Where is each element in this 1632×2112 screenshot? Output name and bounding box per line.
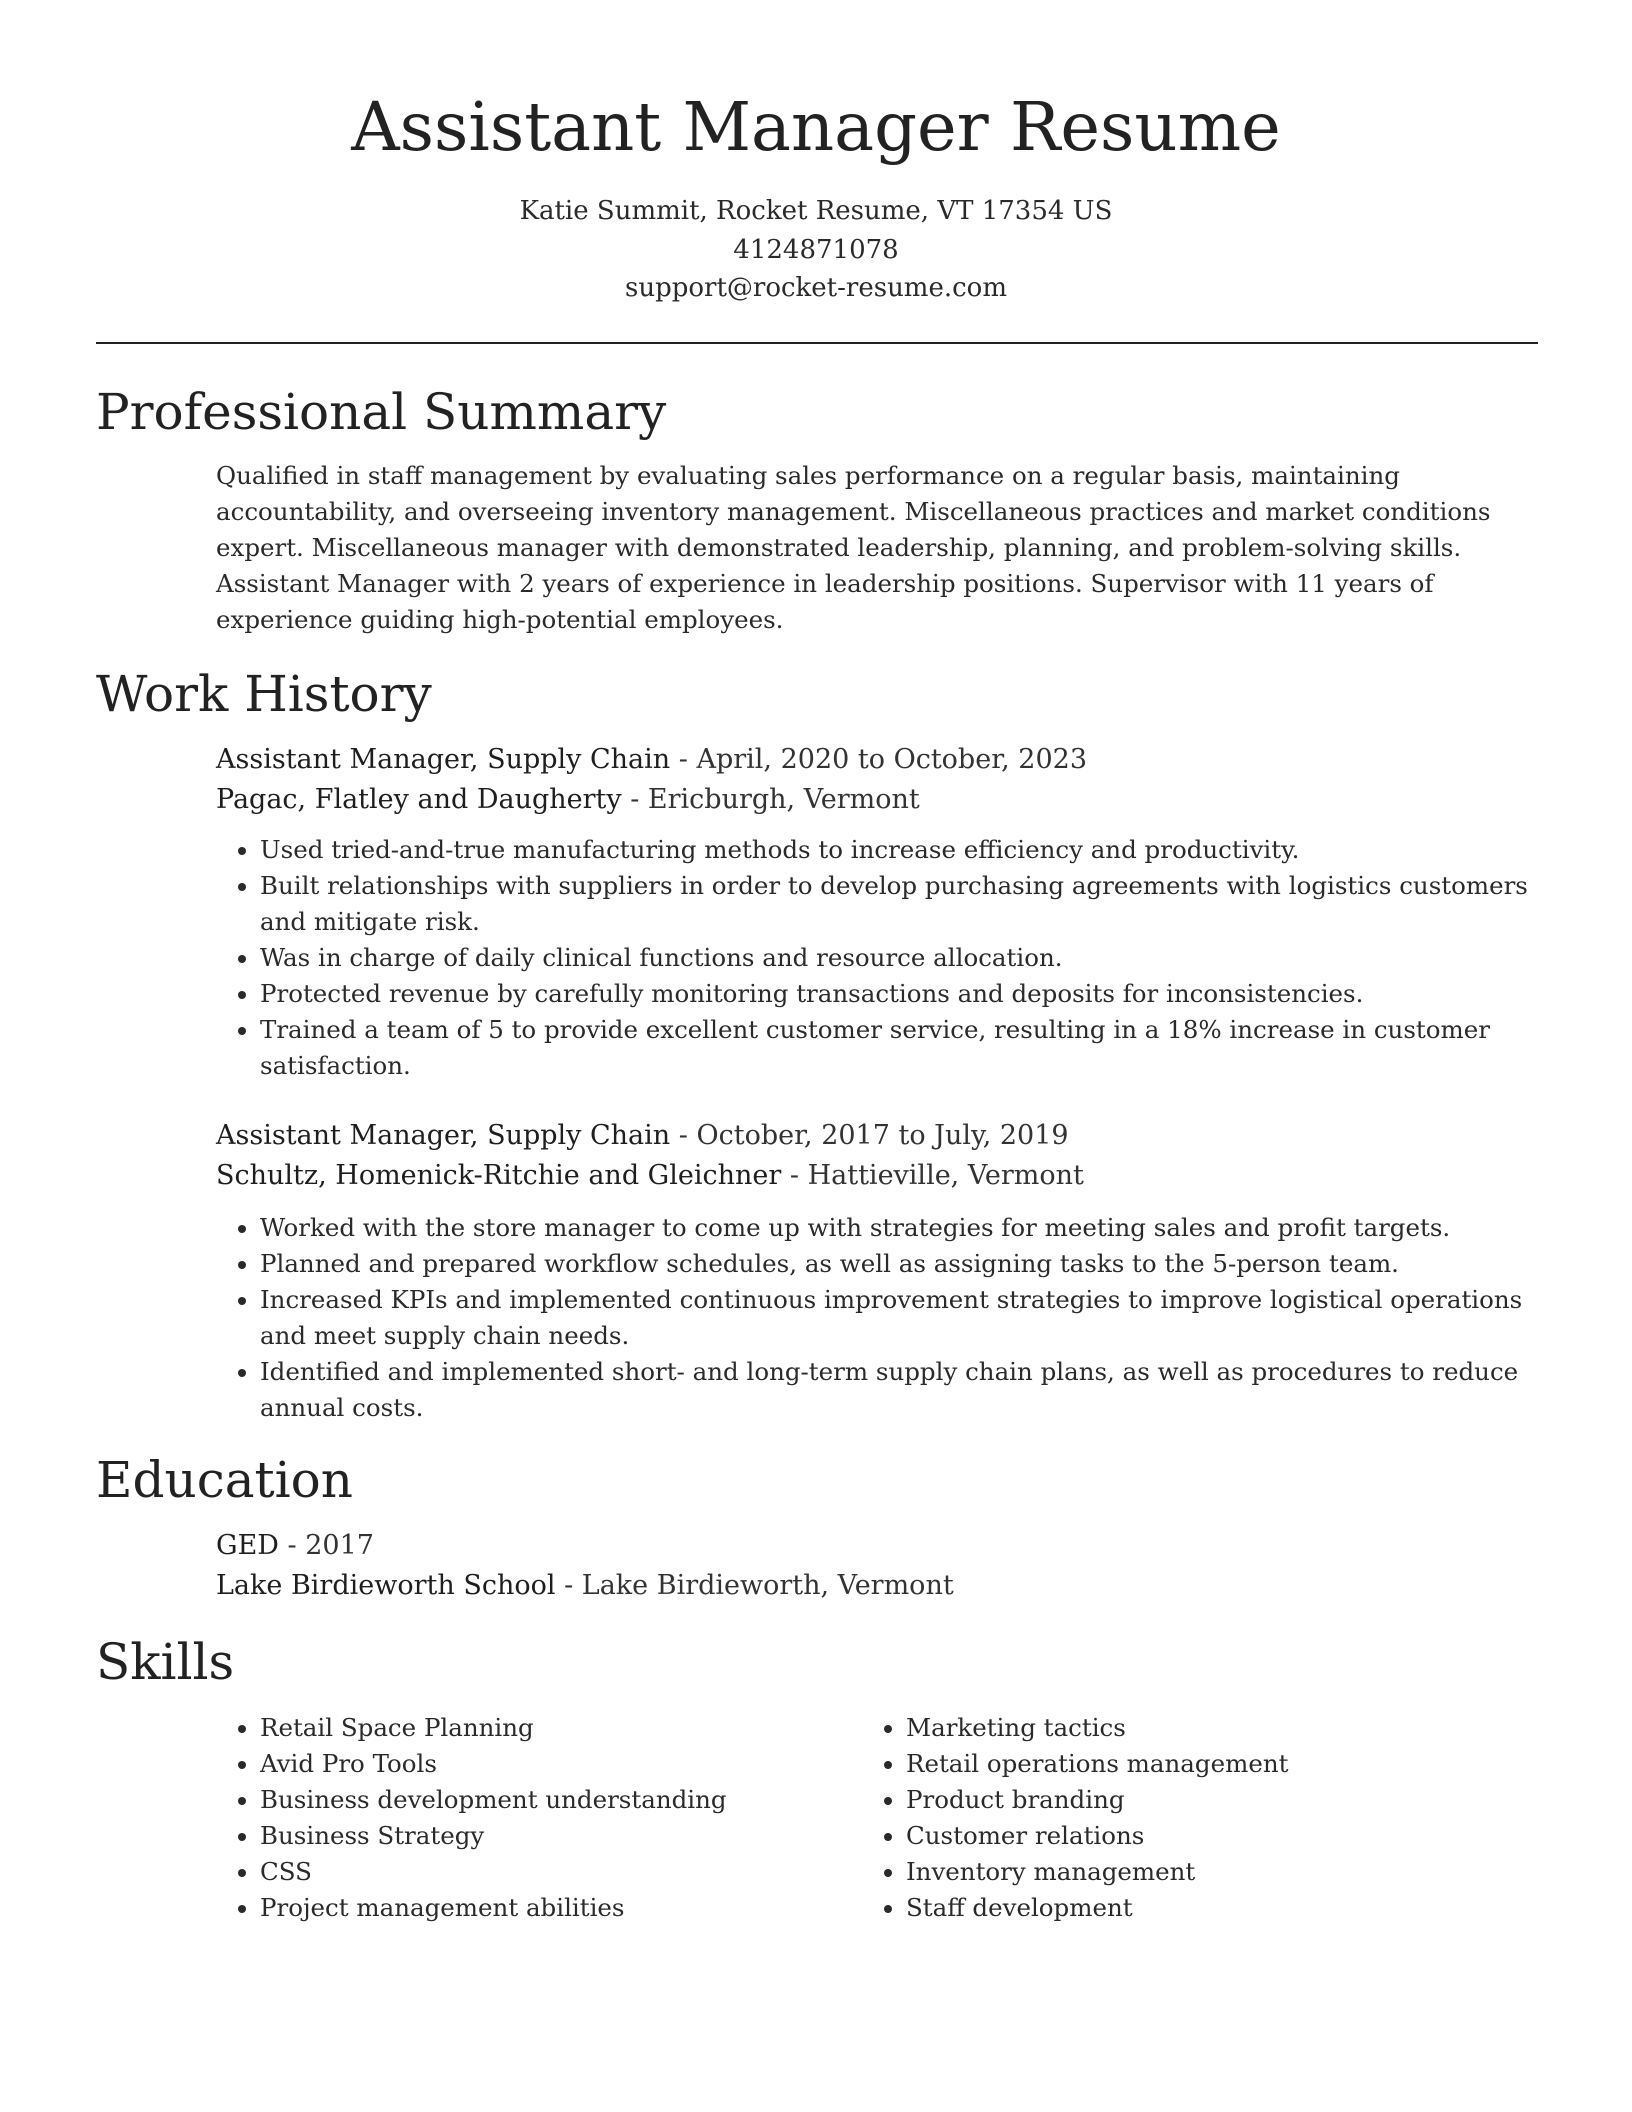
education-degree-line [216,1526,1536,1566]
header-divider [96,342,1538,344]
resume-title: Assistant Manager Resume [351,88,1281,166]
job-dates: - April, 2020 to October, 2023 [670,744,1088,775]
summary-section [216,458,1536,638]
education-location: - Lake Birdieworth, Vermont [555,1570,954,1601]
skills-heading: Skills [96,1633,235,1691]
job-bullet: • Identified and implemented short- and long-term supply chain plans, as well as procedures to reduce annual costs. [260,1354,1536,1426]
education-year: - 2017 [278,1530,374,1561]
summary-text: Qualified in staff management by evaluating sales performance on a regular basis, maintaining accountability, and overseeing inventory management. Miscellaneous practices and market conditions expert. Miscellaneous manager with demonstrated leadership, planning, and problem-solving skills. Assistant Manager with 2 years of experience in leadership positions. Supervisor with 11 years of experience guiding high-potential employees. [216,461,1491,634]
job-company-line [216,780,1536,820]
skill-item: • Marketing tactics [906,1710,1502,1746]
job-title: Assistant Manager, Supply Chain [216,1120,671,1151]
skill-item: • Business development understanding [260,1782,856,1818]
job-title-line [216,740,1536,780]
skill-item: • Inventory management [906,1854,1502,1890]
contact-address: Katie Summit, Rocket Resume, VT 17354 US [519,196,1113,226]
job-location: - Ericburgh, Vermont [621,784,920,815]
job-company: Pagac, Flatley and Daugherty [216,784,622,815]
skills-column-left [216,1710,856,1926]
job-bullet: • Planned and prepared workflow schedules, as well as assigning tasks to the 5-person team. [260,1246,1536,1282]
job-bullet: • Protected revenue by carefully monitoring transactions and deposits for inconsistencies. [260,976,1536,1012]
summary-heading: Professional Summary [96,383,667,441]
skill-item: • CSS [260,1854,856,1890]
job-bullets [216,832,1536,1084]
job-bullet: • Built relationships with suppliers in order to develop purchasing agreements with logistics customers and mitigate risk. [260,868,1536,940]
skill-item: • Avid Pro Tools [260,1746,856,1782]
skill-item: • Retail Space Planning [260,1710,856,1746]
job-entry [216,740,1536,1084]
job-dates: - October, 2017 to July, 2019 [670,1120,1069,1151]
job-bullet: • Increased KPIs and implemented continuous improvement strategies to improve logistical operations and meet supply chain needs. [260,1282,1536,1354]
contact-block [0,192,1632,308]
skill-item: • Business Strategy [260,1818,856,1854]
skills-section [216,1710,1536,1950]
skill-item: • Customer relations [906,1818,1502,1854]
job-company-line [216,1156,1536,1196]
job-bullet: • Trained a team of 5 to provide excellent customer service, resulting in a 18% increase in customer satisfaction. [260,1012,1536,1084]
job-company: Schultz, Homenick-Ritchie and Gleichner [216,1160,782,1191]
job-bullet: • Was in charge of daily clinical functions and resource allocation. [260,940,1536,976]
education-heading: Education [96,1451,353,1509]
contact-email: support@rocket-resume.com [624,273,1007,303]
job-location: - Hattieville, Vermont [781,1160,1084,1191]
job-entry [216,1116,1536,1426]
job-bullet: • Worked with the store manager to come up with strategies for meeting sales and profit targets. [260,1210,1536,1246]
education-entry [216,1526,1536,1606]
education-degree: GED [216,1530,279,1561]
skills-list [862,1710,1502,1926]
job-bullet: • Used tried-and-true manufacturing methods to increase efficiency and productivity. [260,832,1536,868]
work-history-heading: Work History [96,665,432,723]
education-school: Lake Birdieworth School [216,1570,556,1601]
education-school-line [216,1566,1536,1606]
skills-list [216,1710,856,1926]
job-title-line [216,1116,1536,1156]
skill-item: • Retail operations management [906,1746,1502,1782]
skills-column-right [862,1710,1502,1926]
job-title: Assistant Manager, Supply Chain [216,744,671,775]
skill-item: • Product branding [906,1782,1502,1818]
skill-item: • Staff development [906,1890,1502,1926]
contact-phone: 4124871078 [733,234,899,265]
skill-item: • Project management abilities [260,1890,856,1926]
job-bullets [216,1210,1536,1426]
